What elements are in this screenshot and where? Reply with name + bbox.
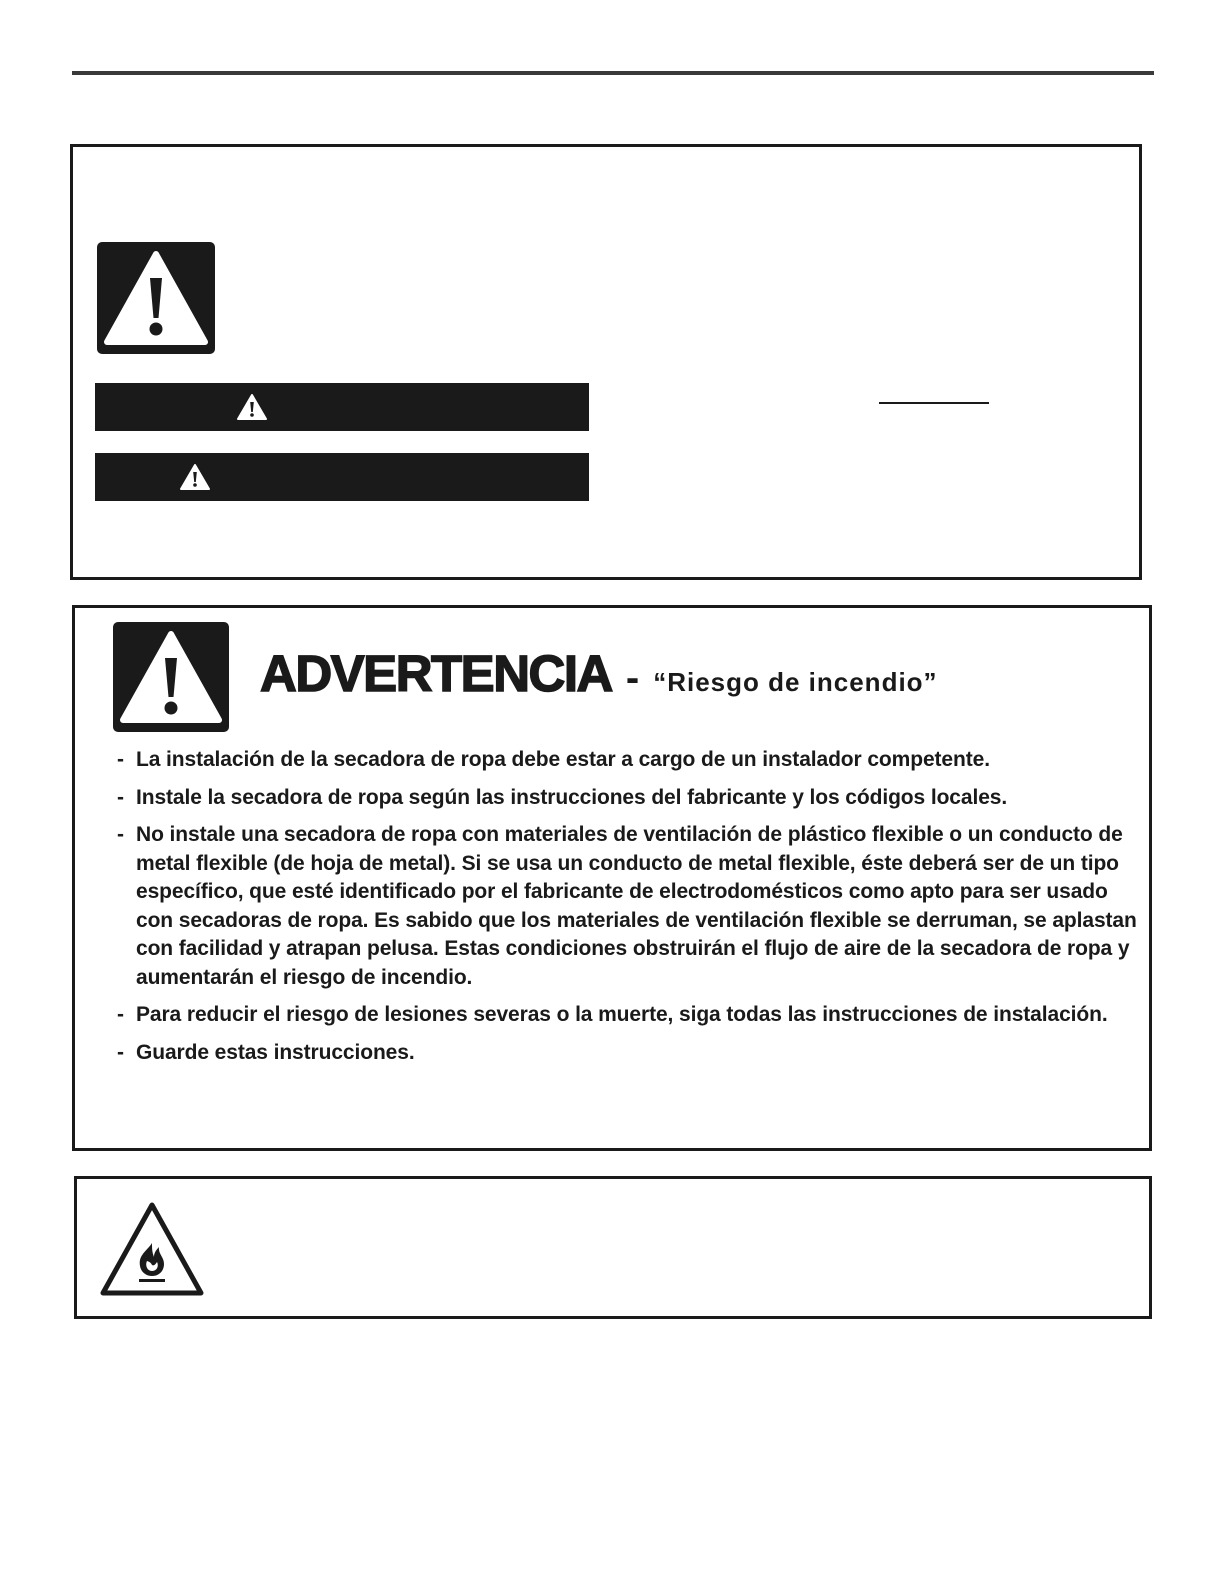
warning-heading: [260, 644, 938, 703]
fire-warning-box: [72, 605, 1152, 1151]
safety-alert-icon: [97, 242, 215, 354]
safety-alert-icon: [113, 622, 229, 732]
danger-alert-icon: [236, 393, 268, 421]
top-rule: [72, 71, 1154, 75]
fire-hazard-icon: [97, 1199, 207, 1299]
heading-separator: -: [625, 656, 640, 700]
danger-signal-bar: [95, 383, 589, 431]
hazard-name: “Riesgo de incendio”: [653, 667, 938, 697]
signal-word: ADVERTENCIA: [260, 645, 612, 702]
warning-alert-icon: [179, 463, 211, 491]
warning-signal-bar: [95, 453, 589, 501]
list-item: - Guarde estas instrucciones.: [117, 1040, 415, 1064]
warning-list: [117, 746, 1137, 1076]
list-item: - No instale una secadora de ropa con materiales de ventilación de plástico flexible o un conducto de metal flexible (de hoja de metal). Si se usa un conducto de metal flexible, éste deberá ser de un tipo específico, que esté identificado por el fabricante de electrodomésticos como apto para ser usado con secadoras de ropa. Es sabido que los materiales de ventilación flexible se derruman, se aplastan con facilidad y atrapan pelusa. Estas condiciones obstruirán el flujo de aire de la secadora de ropa y aumentarán el riesgo de incendio.: [117, 823, 1137, 989]
fire-symbol-box: [74, 1176, 1152, 1319]
list-item: - Instale la secadora de ropa según las instrucciones del fabricante y los códigos locales.: [117, 785, 1008, 809]
safety-notice-box: [70, 144, 1142, 580]
underline-mark: [879, 402, 989, 404]
list-item: - La instalación de la secadora de ropa debe estar a cargo de un instalador competente.: [117, 748, 990, 771]
list-item: - Para reducir el riesgo de lesiones severas o la muerte, siga todas las instrucciones de instalación.: [117, 1003, 1108, 1026]
